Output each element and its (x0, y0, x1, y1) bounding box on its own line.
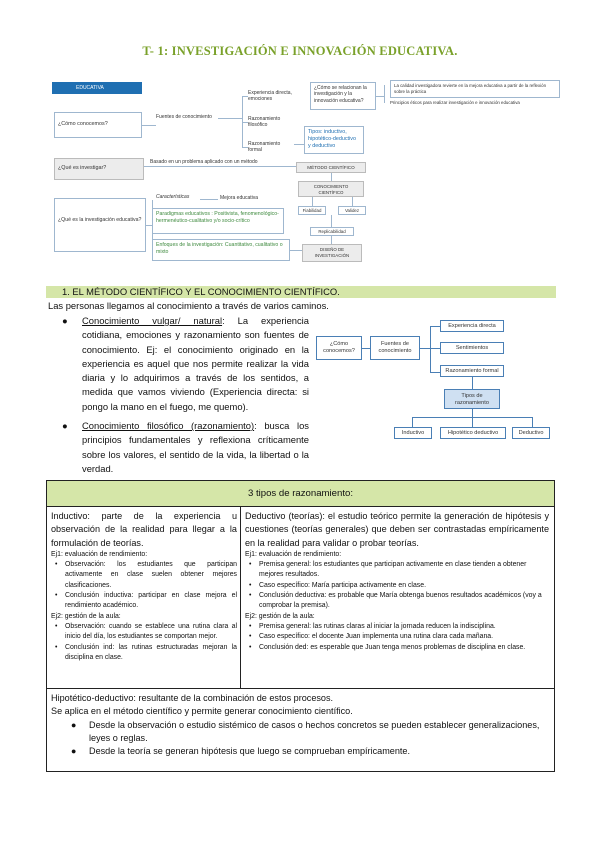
section-heading: 1. EL MÉTODO CIENTÍFICO Y EL CONOCIMIENTO CIENTÍFICO. (62, 286, 340, 297)
map-q-innovacion: ¿Cómo se relacionan la investigación y la innovación educativa? (310, 82, 376, 110)
deductive-ej2-b2: • Caso específico: el docente Juan implementa una rutina clara cada mañana. (245, 632, 549, 642)
mini-experiencia: Experiencia directa (440, 320, 504, 332)
map-experiencia: Experiencia directa, emociones (248, 90, 292, 103)
mini-tipos: Tipos de razonamiento (444, 389, 500, 409)
inductive-cell (51, 510, 237, 663)
map-enfoques: Enfoques de la investigación: Cuantitativo, cualitativo o mixto (152, 239, 290, 261)
map-fiabilidad: Fiabilidad (298, 206, 326, 215)
deductive-ej1-b2: • Caso específico: María participa activamente en clase. (245, 581, 549, 591)
deductive-ej2-b1: • Premisa general: las rutinas claras al iniciar la jornada reducen la indisciplina. (245, 622, 549, 632)
map-fuentes: Fuentes de conocimiento (156, 114, 212, 120)
hypothetico-b1: ● Desde la observación o estudio sistémico de casos o hechos concretos se pueden establecer generalizaciones, leyes o reglas. (71, 719, 540, 743)
bullet-filosofico-text: : busca los principios fundamentales y reflexiona críticamente sobre los valores, el sentido de la vida, la libertad o la verdad. (82, 420, 309, 474)
map-metodo: MÉTODO CIENTÍFICO (296, 162, 366, 173)
map-razonamiento-sentido: Razonamiento filosófico (248, 116, 281, 129)
map-mejora: Mejora educativa (220, 195, 259, 201)
map-caracteristicas: Características (156, 194, 190, 200)
deductive-cell (245, 510, 549, 653)
mini-hipotetico: Hipotético deductivo (440, 427, 506, 439)
inductive-ej2-b2: • Conclusión ind: las rutinas estructuradas mejoran la disciplina en clase. (51, 643, 237, 664)
deductive-ej1: Ej1: evaluación de rendimiento: (245, 550, 342, 558)
hypothetico-b1-text: Desde la observación o estudio sistémico de casos o hechos concretos se pueden establecer generalizaciones, leyes o reglas. (89, 719, 540, 743)
map-tipos: Tipos: inductivo, hipotético-deductivo y deductivo (304, 126, 364, 154)
mini-deductivo: Deductivo (512, 427, 550, 439)
inductive-ej1-b2: • Conclusión inductiva: participar en clase mejora el rendimiento académico. (51, 591, 237, 612)
inductive-ej1: Ej1: evaluación de rendimiento: (51, 550, 148, 558)
deductive-ej1-b3: • Conclusión deductiva: es probable que María obtenga buenos resultados académicos (voy a comprobar la premisa). (245, 591, 549, 612)
map-conocimiento: CONOCIMIENTO CIENTÍFICO (298, 181, 364, 197)
map-basado: Basado en un problema aplicado con un método (150, 159, 258, 165)
mini-q: ¿Cómo conocemos? (316, 336, 362, 360)
hypothetico-b2-text: Desde la teoría se generan hipótesis que luego se comprueban empíricamente. (89, 746, 411, 757)
inductive-ej1-b1: • Observación: los estudiantes que participan activamente en clase suelen obtener mejores clasificaciones. (51, 560, 237, 591)
mini-fuentes: Fuentes de conocimiento (370, 336, 420, 360)
map-validez: Validez (338, 206, 366, 215)
concept-map (52, 82, 562, 268)
deductive-ej2: Ej2: gestión de la aula: (245, 612, 315, 620)
map-razonamiento-formal: Razonamiento formal (248, 141, 281, 154)
table-header: 3 tipos de razonamiento: (47, 481, 554, 507)
inductive-ej2-b1: • Observación: cuando se establece una rutina clara al inicio del día, los estudiantes se comportan mejor. (51, 622, 237, 643)
deductive-ej1-b1: • Premisa general: los estudiantes que participan activamente en clase tienden a obtener mejores resultados. (245, 560, 549, 581)
hypothetico-line-1: Hipotético-deductivo: resultante de la combinación de estos procesos. (51, 693, 334, 703)
inductive-intro: Inductivo: parte de la experiencia u observación de la realidad para llegar a la formulación de teorías. (51, 511, 237, 548)
bullet-vulgar-text: : La experiencia cotidiana, emociones y razonamiento son fuentes de conocimiento. Ej: el conocimiento originado en la experiencia es aquel que nos permite realizar la vida diaria y lo adquirimos a través de los sentidos, a medida que vamos viviendo (Experiencia directa: si pongo la mano en el fuego, me quemo). (82, 315, 309, 412)
map-paradigmas: Paradigmas educativos : Positivista, fenomenológico-hermenéutico-cualitativo y/o socio-crítico (152, 208, 284, 234)
hypothetico-cell (51, 692, 549, 758)
bullet-filosofico: ● Conocimiento filosófico (razonamiento): busca los principios fundamentales y reflexiona críticamente sobre los valores, el sentido de la vida, la libertad o la verdad. (62, 420, 309, 474)
bullet-filosofico-label: Conocimiento filosófico (razonamiento) (82, 420, 255, 431)
mini-razonamiento: Razonamiento formal (440, 365, 504, 377)
concept-map-header: EDUCATIVA (52, 82, 142, 94)
map-r-innovacion-2: Principios éticos para realizar investigación e innovación educativa (390, 100, 520, 105)
bullet-vulgar: ● Conocimiento vulgar/ natural: La experiencia cotidiana, emociones y razonamiento son fuentes de conocimiento. Ej: el conocimiento originado en la experiencia es aquel que nos permite realizar la vida diaria y lo adquirimos a través de los sentidos, a medida que vamos viviendo (Experiencia directa: si pongo la mano en el fuego, me quemo). (62, 315, 309, 412)
map-replicabilidad: Replicabilidad (310, 227, 354, 236)
inductive-ej2: Ej2: gestión de la aula: (51, 612, 121, 620)
hypothetico-b2: ● Desde la teoría se generan hipótesis que luego se comprueban empíricamente. (71, 746, 411, 757)
map-diseno: DISEÑO DE INVESTIGACIÓN (302, 244, 362, 262)
mini-inductivo: Inductivo (394, 427, 432, 439)
section-intro: Las personas llegamos al conocimiento a través de varios caminos. (48, 300, 329, 311)
mini-diagram (316, 318, 552, 444)
map-q-conocemos: ¿Cómo conocemos? (54, 112, 142, 138)
reasoning-table (46, 480, 555, 772)
map-q-investigar: ¿Qué es investigar? (54, 158, 144, 180)
map-q-investigacion: ¿Qué es la investigación educativa? (54, 198, 146, 252)
bullet-vulgar-label: Conocimiento vulgar/ natural (82, 315, 223, 326)
deductive-intro: Deductivo (teorías): el estudio teórico permite la generación de hipótesis y cuestiones (teorías generales) que deben ser contrastadas empíricamente en la realidad para validar o probar teorías. (245, 511, 549, 548)
map-r-innovacion-1: La calidad investigadora revierte en la mejora educativa a partir de la reflexión sobre la práctica (390, 80, 560, 98)
deductive-ej2-b3: • Conclusión ded: es esperable que Juan tenga menos problemas de disciplina en clase. (245, 643, 549, 653)
hypothetico-line-2: Se aplica en el método científico y permite generar conocimiento científico. (51, 706, 353, 717)
page-title: T- 1: INVESTIGACIÓN E INNOVACIÓN EDUCATIVA. (142, 44, 458, 58)
mini-sentimientos: Sentimientos (440, 342, 504, 354)
